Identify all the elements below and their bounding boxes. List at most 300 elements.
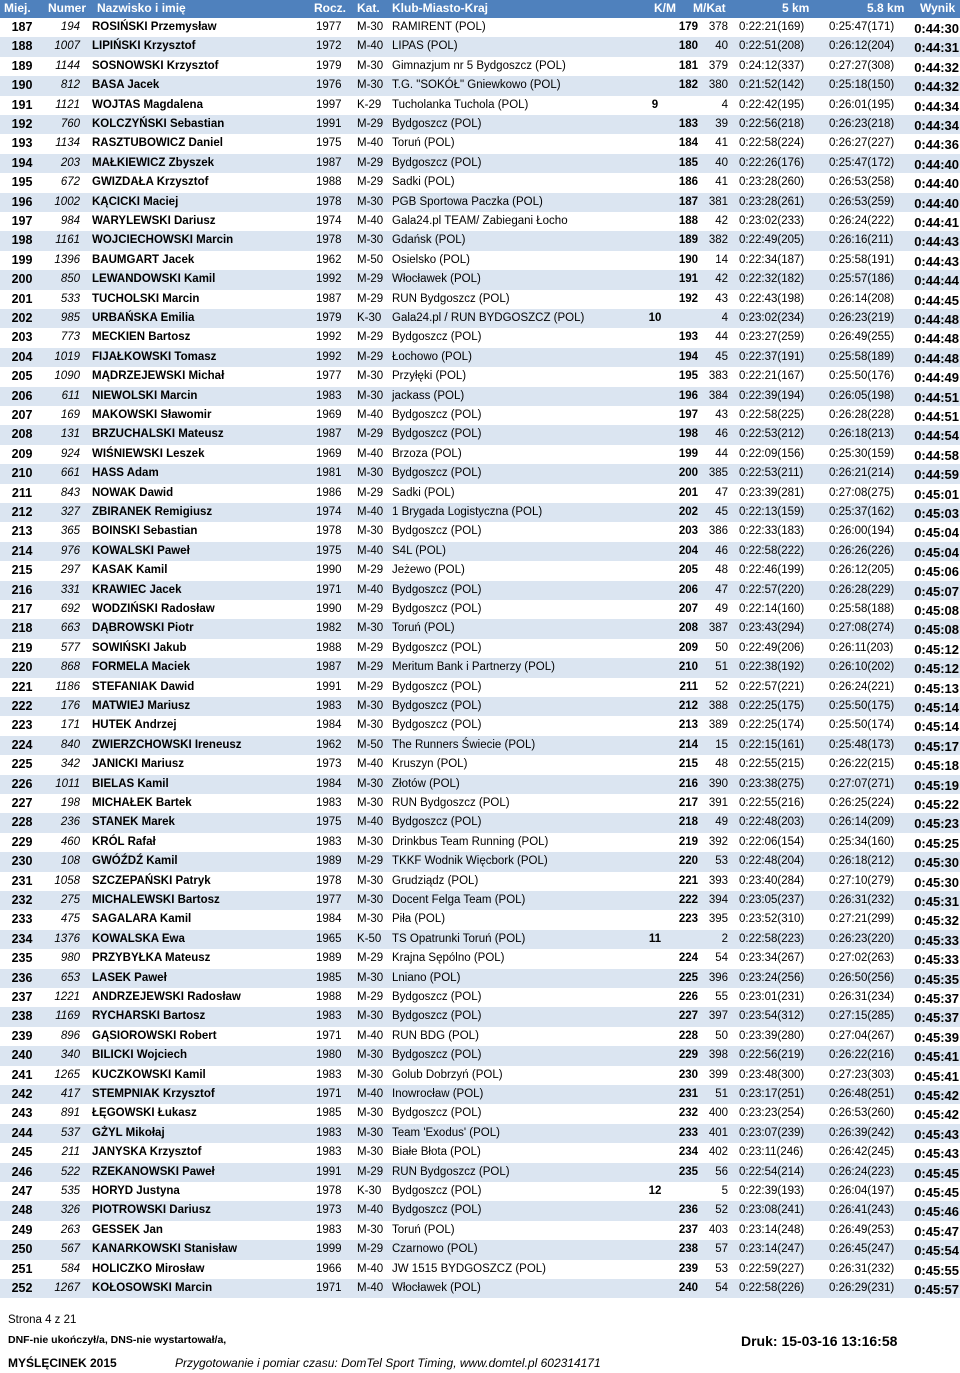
cell-gender-rank-m: 190 [678, 253, 698, 266]
cell-name: LEWANDOWSKI Kamil [92, 273, 216, 286]
cell-category: M-29 [357, 331, 384, 344]
cell-bib: 108 [60, 855, 80, 868]
cell-place: 237 [11, 990, 33, 1004]
cell-category: M-29 [357, 661, 384, 674]
cell-bib: 812 [60, 79, 80, 92]
cell-category-rank: 51 [715, 661, 728, 674]
table-row [0, 561, 960, 580]
cell-split-5km: 0:22:21(167) [739, 370, 805, 383]
cell-gender-rank-m: 223 [678, 913, 698, 926]
cell-result: 0:45:08 [914, 603, 959, 618]
cell-name: STEMPNIAK Krzysztof [92, 1088, 215, 1100]
cell-category: M-40 [357, 506, 384, 518]
cell-name: NIEWOLSKI Marcin [92, 389, 198, 402]
cell-bib: 584 [60, 1262, 80, 1275]
dnf-legend: DNF-nie ukończył/a, DNS-nie wystartował/a, [8, 1334, 227, 1346]
cell-category: M-29 [357, 952, 384, 965]
cell-gender-rank-m: 187 [678, 195, 698, 208]
cell-split-58km: 0:26:16(211) [829, 234, 894, 247]
cell-category-rank: 54 [715, 952, 728, 965]
cell-category-rank: 41 [715, 137, 728, 150]
cell-year: 1987 [316, 292, 342, 305]
cell-year: 1969 [316, 447, 342, 460]
cell-club: Sadki (POL) [392, 486, 455, 499]
cell-name: LASEK Paweł [92, 971, 167, 984]
cell-split-58km: 0:27:23(303) [829, 1068, 895, 1081]
cell-place: 224 [11, 737, 33, 752]
cell-year: 1983 [316, 1223, 342, 1236]
cell-category: M-30 [357, 913, 384, 926]
cell-split-5km: 0:23:14(247) [739, 1243, 805, 1256]
cell-category: M-40 [357, 40, 384, 53]
cell-split-58km: 0:25:48(173) [829, 738, 895, 751]
cell-place: 213 [11, 524, 33, 539]
cell-split-58km: 0:26:41(243) [829, 1204, 895, 1217]
cell-result: 0:45:47 [914, 1223, 959, 1239]
cell-year: 1977 [316, 21, 342, 33]
cell-split-5km: 0:22:15(161) [739, 738, 805, 751]
header-wynik: Wynik [920, 1, 956, 15]
cell-split-58km: 0:27:21(299) [829, 913, 895, 926]
cell-split-58km: 0:27:08(274) [829, 622, 895, 635]
cell-club: Docent Felga Team (POL) [392, 894, 526, 906]
cell-name: ZBIRANEK Remigiusz [92, 506, 213, 518]
cell-club: PGB Sportowa Paczka (POL) [392, 195, 543, 208]
cell-category-rank: 40 [715, 156, 728, 169]
cell-club: 1 Brygada Logistyczna (POL) [392, 506, 543, 518]
cell-result: 0:45:19 [914, 777, 959, 793]
cell-club: RUN Bydgoszcz (POL) [392, 1165, 510, 1178]
cell-club: Czarnowo (POL) [392, 1243, 478, 1256]
cell-name: WODZIŃSKI Radosław [92, 603, 215, 615]
cell-category: M-29 [357, 292, 384, 305]
header-kat: Kat. [357, 1, 380, 15]
cell-result: 0:45:03 [914, 506, 959, 521]
table-row [0, 910, 960, 929]
cell-split-5km: 0:22:58(224) [739, 137, 805, 150]
cell-name: MĄDRZEJEWSKI Michał [92, 370, 225, 383]
cell-split-5km: 0:22:21(169) [739, 21, 805, 33]
cell-result: 0:45:01 [914, 486, 959, 502]
cell-result: 0:44:36 [914, 137, 959, 153]
cell-club: Meritum Bank i Partnerzy (POL) [392, 661, 555, 674]
cell-category: M-40 [357, 447, 384, 460]
cell-split-5km: 0:23:52(310) [739, 913, 805, 926]
cell-club: Bydgoszcz (POL) [392, 1107, 482, 1120]
cell-bib: 263 [60, 1223, 80, 1236]
cell-place: 191 [11, 97, 33, 112]
cell-place: 203 [11, 330, 33, 345]
table-row [0, 406, 960, 425]
table-row [0, 988, 960, 1007]
cell-name: KOWALSKA Ewa [92, 932, 185, 945]
cell-category: M-50 [357, 253, 384, 266]
cell-gender-rank-m: 196 [678, 389, 698, 402]
cell-category-rank: 4 [721, 98, 728, 111]
cell-gender-rank-m: 210 [678, 661, 698, 674]
cell-category: M-30 [357, 79, 384, 92]
cell-category-rank: 41 [715, 176, 728, 189]
cell-gender-rank-m: 220 [678, 855, 698, 868]
cell-bib: 980 [60, 952, 80, 965]
cell-split-58km: 0:26:14(208) [829, 292, 895, 305]
table-row [0, 1182, 960, 1201]
cell-split-5km: 0:23:38(275) [739, 777, 805, 790]
cell-split-58km: 0:26:12(204) [829, 40, 895, 53]
cell-split-5km: 0:22:06(154) [739, 835, 805, 848]
cell-club: Bydgoszcz (POL) [392, 991, 482, 1003]
print-date: Druk: 15-03-16 13:16:58 [741, 1333, 898, 1349]
cell-result: 0:44:30 [914, 21, 959, 36]
cell-category-rank: 402 [708, 1146, 728, 1159]
cell-split-58km: 0:26:11(203) [829, 641, 894, 654]
cell-result: 0:45:17 [914, 738, 959, 754]
cell-category: M-40 [357, 544, 384, 557]
cell-year: 1978 [316, 525, 342, 538]
cell-club: S4L (POL) [392, 544, 446, 557]
cell-bib: 475 [60, 913, 80, 926]
cell-name: URBAŃSKA Emilia [92, 312, 195, 324]
table-row [0, 581, 960, 600]
cell-result: 0:45:55 [914, 1262, 959, 1278]
cell-place: 189 [11, 58, 33, 73]
cell-year: 1979 [316, 59, 342, 72]
cell-category: M-29 [357, 118, 384, 130]
cell-place: 201 [11, 291, 33, 306]
table-row [0, 639, 960, 658]
cell-bib: 653 [60, 971, 80, 984]
cell-gender-rank-m: 212 [678, 700, 698, 712]
cell-bib: 672 [60, 176, 80, 189]
cell-place: 214 [11, 543, 33, 558]
cell-year: 1974 [316, 215, 342, 227]
cell-place: 220 [11, 660, 33, 675]
cell-split-5km: 0:23:40(284) [739, 874, 805, 887]
cell-place: 226 [11, 776, 33, 791]
cell-split-5km: 0:22:42(195) [739, 98, 805, 111]
cell-year: 1992 [316, 331, 342, 344]
table-row [0, 251, 960, 270]
cell-split-58km: 0:26:18(213) [829, 428, 895, 441]
cell-place: 227 [11, 796, 33, 810]
cell-place: 243 [11, 1106, 33, 1121]
cell-split-5km: 0:22:48(204) [739, 855, 805, 868]
cell-gender-rank-m: 181 [678, 59, 698, 72]
table-row [0, 309, 960, 328]
cell-gender-rank-m: 235 [678, 1165, 698, 1178]
cell-year: 1962 [316, 253, 342, 266]
cell-split-5km: 0:22:32(182) [739, 273, 805, 286]
cell-bib: 327 [60, 506, 80, 518]
cell-club: Włocławek (POL) [392, 273, 481, 286]
table-row [0, 872, 960, 891]
cell-club: Bydgoszcz (POL) [392, 409, 482, 421]
table-row [0, 1085, 960, 1104]
cell-split-5km: 0:22:37(191) [739, 350, 805, 363]
cell-category: M-40 [357, 215, 384, 227]
cell-gender-rank-m: 217 [678, 797, 698, 809]
cell-gender-rank-m: 222 [678, 894, 698, 906]
cell-split-58km: 0:26:53(260) [829, 1107, 895, 1120]
cell-split-58km: 0:27:02(263) [829, 952, 895, 965]
cell-name: JANICKI Mariusz [92, 758, 185, 771]
cell-category: M-40 [357, 758, 384, 771]
cell-place: 233 [11, 912, 33, 927]
cell-bib: 984 [60, 215, 80, 227]
cell-name: KUCZKOWSKI Kamil [92, 1068, 206, 1081]
cell-name: ŁĘGOWSKI Łukasz [92, 1107, 197, 1120]
cell-place: 248 [11, 1203, 33, 1218]
cell-year: 1989 [316, 952, 342, 965]
cell-name: GWÓŹDŹ Kamil [92, 855, 178, 868]
cell-bib: 1011 [55, 777, 80, 790]
cell-bib: 340 [60, 1049, 80, 1062]
cell-year: 1978 [316, 874, 342, 887]
cell-split-58km: 0:26:04(197) [829, 1185, 895, 1197]
cell-gender-rank-m: 226 [678, 991, 698, 1003]
cell-category: K-50 [357, 932, 382, 945]
cell-club: TS Opatrunki Toruń (POL) [392, 932, 526, 945]
cell-split-58km: 0:26:31(234) [829, 991, 895, 1003]
cell-category-rank: 388 [708, 700, 728, 712]
table-row [0, 1279, 960, 1298]
cell-category: M-30 [357, 370, 384, 383]
cell-gender-rank-m: 194 [678, 350, 698, 363]
event-name: MYŚLĘCINEK 2015 [8, 1356, 117, 1370]
cell-club: jackass (POL) [392, 389, 465, 402]
cell-result: 0:45:57 [914, 1282, 959, 1297]
cell-split-58km: 0:25:58(188) [829, 603, 895, 615]
cell-bib: 131 [60, 428, 80, 441]
cell-category-rank: 385 [708, 467, 728, 480]
cell-category: M-30 [357, 700, 384, 712]
table-row [0, 542, 960, 561]
cell-category: M-30 [357, 894, 384, 906]
table-row [0, 18, 960, 37]
cell-name: KRAWIEC Jacek [92, 583, 182, 596]
table-row [0, 231, 960, 250]
header-numer: Numer [48, 1, 87, 15]
cell-gender-rank-m: 204 [678, 544, 698, 557]
cell-category-rank: 393 [708, 874, 728, 887]
cell-category-rank: 45 [715, 506, 728, 518]
cell-category-rank: 378 [708, 21, 728, 33]
cell-split-58km: 0:26:24(221) [829, 680, 895, 693]
cell-category-rank: 42 [715, 273, 728, 286]
cell-gender-rank-m: 219 [678, 835, 698, 848]
cell-bib: 1002 [54, 195, 80, 208]
cell-place: 207 [11, 408, 33, 422]
cell-gender-rank-k: 10 [648, 312, 662, 324]
cell-category: M-30 [357, 1107, 384, 1120]
table-row [0, 1221, 960, 1240]
cell-bib: 611 [61, 389, 80, 402]
cell-club: Przyłęki (POL) [392, 370, 467, 383]
cell-name: MECKIEN Bartosz [92, 331, 191, 344]
cell-club: Lniano (POL) [392, 971, 461, 984]
table-row [0, 193, 960, 212]
cell-gender-rank-m: 191 [678, 273, 698, 286]
cell-gender-rank-m: 203 [678, 525, 698, 538]
table-row [0, 1007, 960, 1026]
cell-split-58km: 0:25:50(176) [829, 370, 895, 383]
cell-category: M-30 [357, 467, 384, 480]
cell-split-5km: 0:22:58(222) [739, 544, 805, 557]
header-name: Nazwisko i imię [97, 1, 186, 15]
cell-split-58km: 0:25:30(159) [829, 447, 895, 460]
cell-result: 0:45:22 [914, 797, 959, 812]
cell-club: Team 'Exodus' (POL) [392, 1126, 500, 1139]
cell-category: M-30 [357, 777, 384, 790]
timing-credit: Przygotowanie i pomiar czasu: DomTel Sport Timing, www.domtel.pl 602314171 [175, 1356, 601, 1370]
cell-place: 230 [11, 854, 33, 869]
cell-category-rank: 381 [708, 195, 728, 208]
cell-place: 218 [11, 621, 33, 636]
table-row [0, 387, 960, 406]
cell-year: 1987 [316, 661, 342, 674]
cell-split-58km: 0:26:31(232) [829, 1262, 895, 1275]
cell-club: RUN Bydgoszcz (POL) [392, 797, 510, 809]
cell-year: 1977 [316, 894, 342, 906]
cell-result: 0:44:40 [914, 195, 959, 211]
cell-split-5km: 0:22:53(212) [739, 428, 805, 441]
cell-club: Bydgoszcz (POL) [392, 700, 482, 712]
cell-club: Bydgoszcz (POL) [392, 1204, 482, 1217]
cell-split-58km: 0:26:23(220) [829, 932, 895, 945]
cell-split-5km: 0:22:39(194) [739, 389, 805, 402]
cell-result: 0:45:33 [914, 932, 959, 948]
cell-result: 0:45:31 [914, 894, 959, 909]
cell-year: 1984 [316, 913, 342, 926]
cell-split-5km: 0:22:58(225) [739, 409, 805, 421]
table-row [0, 949, 960, 968]
cell-category-rank: 52 [715, 1204, 728, 1217]
cell-place: 251 [11, 1261, 33, 1276]
cell-gender-rank-m: 188 [678, 215, 698, 227]
cell-place: 231 [11, 873, 33, 888]
cell-split-5km: 0:22:39(193) [739, 1185, 805, 1197]
cell-category-rank: 46 [715, 544, 728, 557]
cell-result: 0:44:43 [914, 234, 959, 250]
cell-category: M-29 [357, 991, 384, 1003]
cell-year: 1997 [316, 98, 342, 111]
cell-bib: 692 [60, 603, 80, 615]
cell-year: 1988 [316, 641, 342, 654]
cell-place: 205 [11, 369, 33, 384]
cell-category-rank: 387 [708, 622, 728, 635]
table-row [0, 96, 960, 115]
cell-bib: 1376 [54, 932, 80, 945]
cell-gender-rank-m: 233 [678, 1126, 698, 1139]
table-row [0, 1027, 960, 1046]
cell-split-5km: 0:23:11(246) [739, 1146, 804, 1159]
cell-split-5km: 0:22:26(176) [739, 156, 805, 169]
cell-place: 202 [11, 311, 33, 325]
cell-gender-rank-m: 184 [678, 137, 698, 150]
cell-split-58km: 0:26:18(212) [829, 855, 895, 868]
cell-club: Brzoza (POL) [392, 447, 462, 460]
cell-place: 219 [11, 640, 33, 655]
table-row [0, 37, 960, 56]
cell-name: STEFANIAK Dawid [92, 680, 195, 693]
cell-result: 0:45:23 [914, 816, 959, 832]
cell-place: 215 [11, 563, 33, 578]
cell-result: 0:45:43 [914, 1126, 959, 1142]
cell-club: Włocławek (POL) [392, 1282, 481, 1294]
cell-year: 1991 [316, 680, 342, 693]
cell-place: 240 [11, 1048, 33, 1063]
cell-result: 0:44:51 [914, 389, 959, 405]
cell-year: 1992 [316, 350, 342, 363]
cell-split-58km: 0:25:58(189) [829, 350, 895, 363]
cell-category-rank: 56 [715, 1165, 728, 1178]
cell-gender-rank-m: 232 [678, 1107, 698, 1120]
cell-category-rank: 14 [715, 253, 728, 266]
table-row [0, 813, 960, 832]
cell-split-5km: 0:23:07(239) [739, 1126, 805, 1139]
cell-category-rank: 399 [708, 1068, 728, 1081]
cell-category-rank: 40 [715, 40, 728, 53]
cell-year: 1974 [316, 506, 342, 518]
cell-bib: 1267 [54, 1282, 80, 1294]
cell-year: 1983 [316, 700, 342, 712]
cell-year: 1983 [316, 797, 342, 809]
cell-split-5km: 0:22:54(214) [739, 1165, 805, 1178]
page-number: Strona 4 z 21 [8, 1314, 77, 1326]
cell-club: Golub Dobrzyń (POL) [392, 1068, 503, 1081]
cell-bib: 976 [60, 544, 80, 557]
cell-gender-rank-k: 9 [651, 98, 659, 111]
cell-bib: 577 [60, 641, 80, 654]
cell-category: K-29 [357, 98, 382, 111]
cell-year: 1966 [316, 1262, 342, 1275]
cell-category-rank: 15 [715, 738, 728, 751]
table-row [0, 619, 960, 638]
cell-gender-rank-m: 228 [678, 1029, 698, 1042]
cell-split-58km: 0:26:39(242) [829, 1126, 895, 1139]
cell-split-58km: 0:27:08(275) [829, 486, 895, 499]
cell-club: JW 1515 BYDGOSZCZ (POL) [392, 1262, 547, 1275]
cell-category: M-29 [357, 641, 384, 654]
cell-bib: 275 [60, 894, 80, 906]
cell-year: 1971 [316, 1088, 342, 1100]
cell-split-58km: 0:25:18(150) [829, 79, 895, 92]
cell-category-rank: 54 [715, 1282, 728, 1294]
cell-category: M-40 [357, 816, 384, 829]
cell-bib: 326 [60, 1204, 80, 1217]
cell-category-rank: 49 [715, 603, 728, 615]
cell-split-58km: 0:26:53(259) [829, 195, 895, 208]
cell-split-58km: 0:26:23(218) [829, 118, 895, 130]
cell-club: Bydgoszcz (POL) [392, 1010, 482, 1023]
cell-year: 1980 [316, 1049, 342, 1062]
cell-split-58km: 0:26:53(258) [829, 176, 895, 189]
cell-bib: 194 [60, 21, 80, 33]
cell-gender-rank-m: 206 [678, 583, 698, 596]
cell-split-58km: 0:25:47(171) [829, 21, 895, 33]
cell-split-58km: 0:27:04(267) [829, 1029, 895, 1042]
cell-category: M-30 [357, 1068, 384, 1081]
cell-bib: 236 [60, 816, 80, 829]
cell-gender-rank-m: 180 [678, 40, 698, 53]
cell-category-rank: 384 [708, 389, 728, 402]
cell-name: TUCHOLSKI Marcin [92, 292, 200, 305]
cell-category-rank: 48 [715, 758, 728, 771]
cell-club: Bydgoszcz (POL) [392, 719, 482, 732]
cell-year: 1977 [316, 370, 342, 383]
table-row [0, 1240, 960, 1259]
cell-year: 1969 [316, 409, 342, 421]
